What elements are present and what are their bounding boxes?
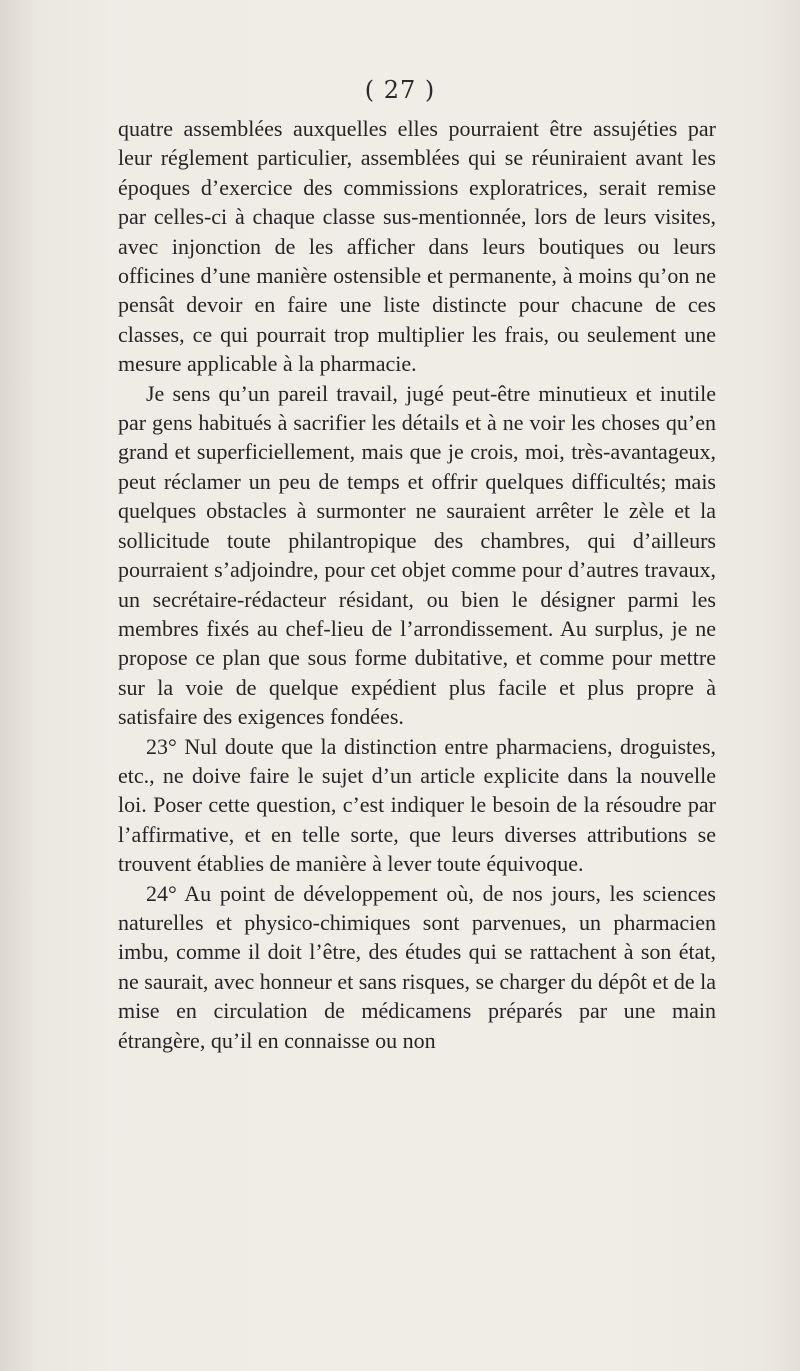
body-text — [118, 114, 716, 1055]
page-number: ( 27 ) — [364, 76, 436, 104]
paragraph: Je sens qu’un pareil travail, jugé peut-être minutieux et inutile par gens habitués à sacrifier les détails et à ne voir les choses qu’en grand et superficiellement, mais que je crois, moi, très-avantageux, peut réclamer un peu de temps et offrir quelques difficultés; mais quelques obstacles à surmonter ne sauraient arrêter le zèle et la sollicitude toute philantropique des chambres, qui d’ailleurs pourraient s’adjoindre, pour cet objet comme pour d’autres travaux, un secrétaire-rédacteur résidant, ou bien le désigner parmi les membres fixés au chef-lieu de l’arrondissement. Au surplus, je ne propose ce plan que sous forme dubitative, et comme pour mettre sur la voie de quelque expédient plus facile et plus propre à satisfaire des exigences fondées. — [118, 380, 716, 730]
paragraph-article-24: 24° Au point de développement où, de nos jours, les sciences naturelles et physico-chimiques sont parvenues, un pharmacien imbu, comme il doit l’être, des études qui se rattachent à son état, ne saurait, avec honneur et sans risques, se charger du dépôt et de la mise en circulation de médicamens préparés par une main étrangère, qu’il en connaisse ou non — [118, 880, 716, 1053]
paragraph-article-23: 23° Nul doute que la distinction entre pharmaciens, droguistes, etc., ne doive faire le sujet d’un article explicite dans la nouvelle loi. Poser cette question, c’est indiquer le besoin de la résoudre par l’affirmative, et en telle sorte, que leurs diverses attributions se trouvent établies de manière à lever toute équivoque. — [118, 733, 716, 877]
paragraph-continued: quatre assemblées auxquelles elles pourraient être assujéties par leur réglement particulier, assemblées qui se réuniraient avant les époques d’exercice des commissions exploratrices, serait remise par celles-ci à chaque classe sus-mentionnée, lors de leurs visites, avec injonction de les afficher dans leurs boutiques ou leurs officines d’une manière ostensible et permanente, à moins qu’on ne pensât devoir en faire une liste distincte pour chacune de ces classes, ce qui pourrait trop multiplier les frais, ou seulement une mesure applicable à la pharmacie. — [118, 116, 716, 377]
